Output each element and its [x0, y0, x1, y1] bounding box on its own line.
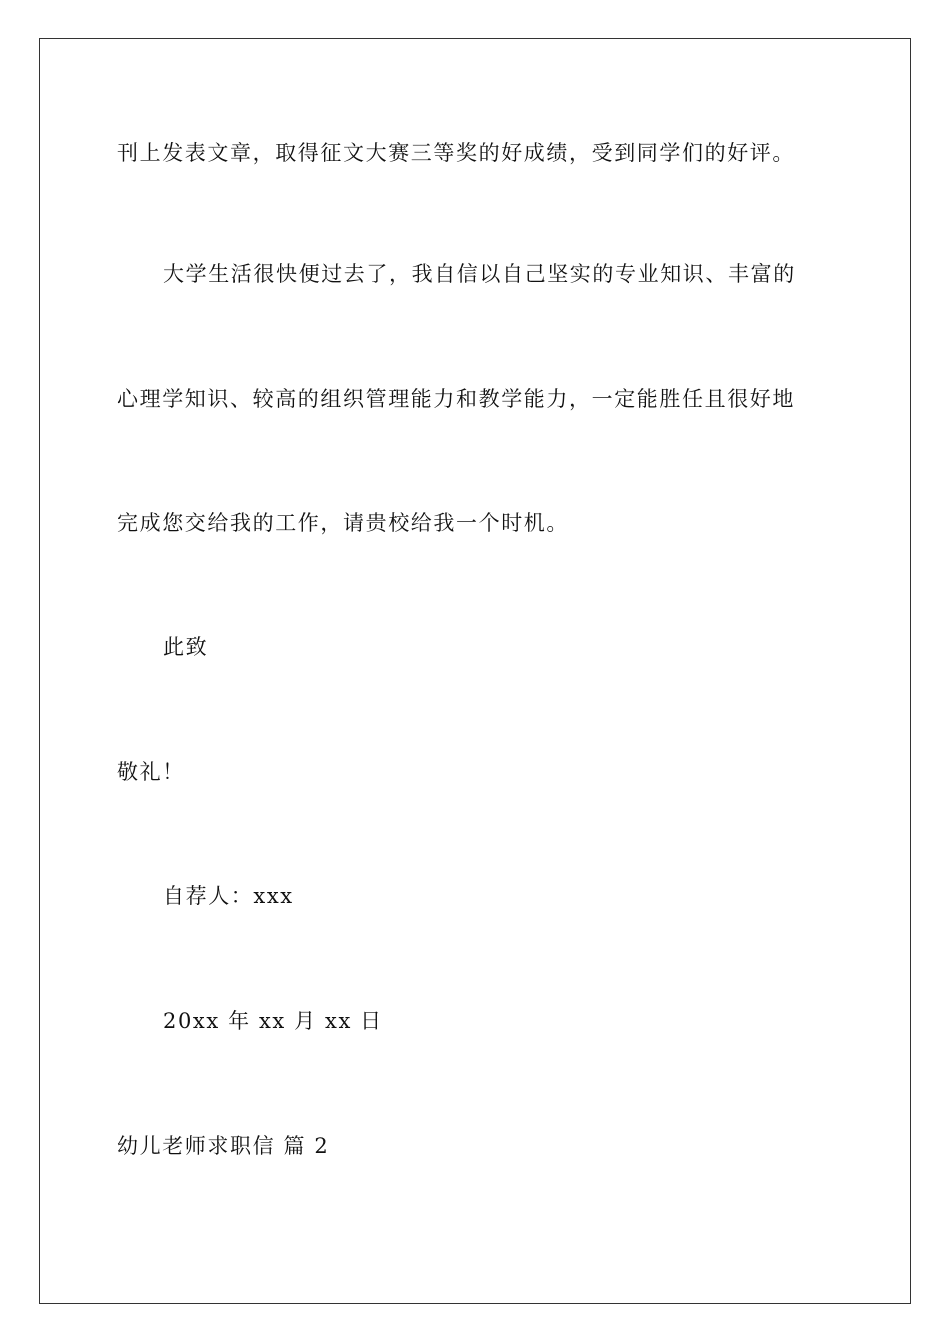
signature-line: 自荐人：xxx	[163, 884, 294, 908]
paragraph-line-1: 刊上发表文章，取得征文大赛三等奖的好成绩，受到同学们的好评。	[117, 141, 795, 165]
date-line: 20xx 年 xx 月 xx 日	[163, 1009, 383, 1033]
page-frame	[39, 38, 911, 1304]
section-heading: 幼儿老师求职信 篇 2	[117, 1134, 330, 1158]
paragraph-line-4: 完成您交给我的工作，请贵校给我一个时机。	[117, 511, 569, 535]
closing-salutation: 此致	[163, 635, 209, 659]
paragraph-line-3: 心理学知识、较高的组织管理能力和教学能力，一定能胜任且很好地	[117, 387, 795, 411]
closing-regards: 敬礼！	[117, 760, 185, 784]
paragraph-line-2: 大学生活很快便过去了，我自信以自己坚实的专业知识、丰富的	[163, 262, 796, 286]
